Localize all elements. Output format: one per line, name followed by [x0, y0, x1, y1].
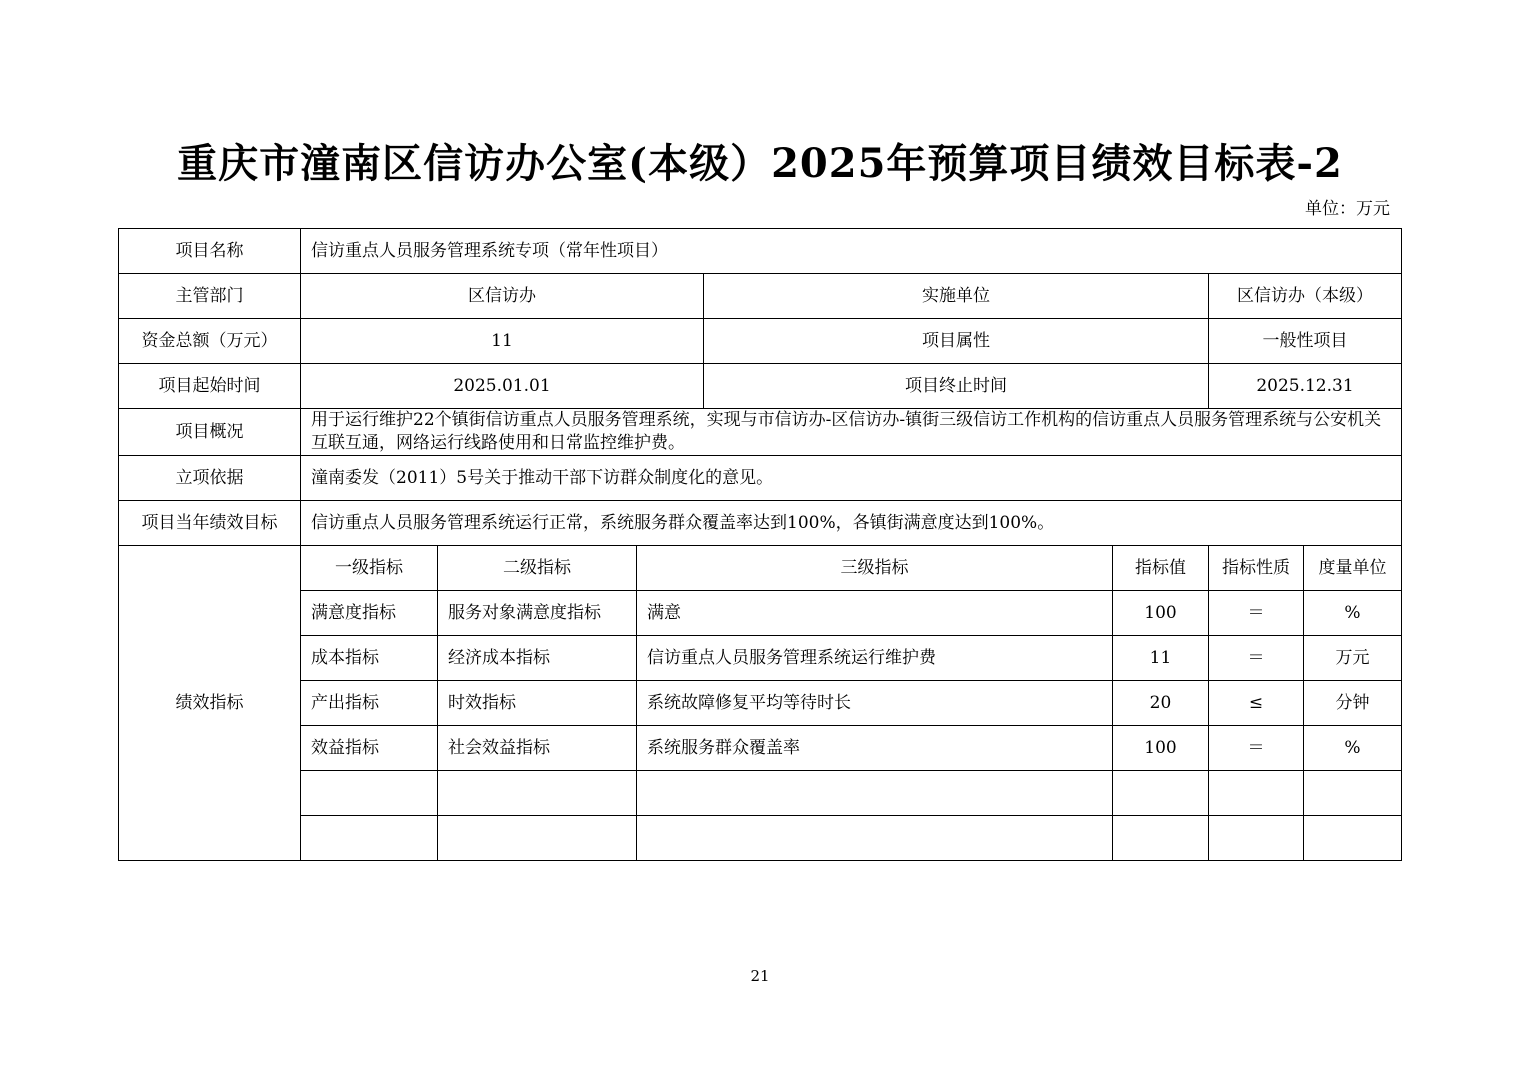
l1-cell: 成本指标	[301, 636, 438, 681]
value-cell: 20	[1113, 681, 1209, 726]
column-header: 二级指标	[438, 546, 637, 591]
empty-cell	[1304, 816, 1402, 861]
page-number: 21	[750, 967, 770, 985]
nature-cell: ＝	[1209, 636, 1304, 681]
l1-cell: 满意度指标	[301, 591, 438, 636]
perf-indicator-label: 绩效指标	[119, 546, 301, 861]
table-row	[119, 409, 1402, 456]
nature-cell: ≤	[1209, 681, 1304, 726]
end-value: 2025.12.31	[1209, 364, 1402, 409]
start-label: 项目起始时间	[119, 364, 301, 409]
table-row	[119, 636, 1402, 681]
l3-cell: 系统服务群众覆盖率	[637, 726, 1113, 771]
table-row	[119, 274, 1402, 319]
fund-value: 11	[301, 319, 704, 364]
dept-value: 区信访办	[301, 274, 704, 319]
l1-cell: 效益指标	[301, 726, 438, 771]
value-cell: 11	[1113, 636, 1209, 681]
value-cell: 100	[1113, 591, 1209, 636]
table-row	[119, 456, 1402, 501]
column-header: 度量单位	[1304, 546, 1402, 591]
start-value: 2025.01.01	[301, 364, 704, 409]
unit-cell: 万元	[1304, 636, 1402, 681]
column-header: 一级指标	[301, 546, 438, 591]
unit-cell: %	[1304, 726, 1402, 771]
overview-label: 项目概况	[119, 409, 301, 456]
table-row	[119, 681, 1402, 726]
empty-cell	[1209, 816, 1304, 861]
table-row	[119, 501, 1402, 546]
goal-value: 信访重点人员服务管理系统运行正常，系统服务群众覆盖率达到100%，各镇街满意度达到100%。	[301, 501, 1402, 546]
table-row	[119, 591, 1402, 636]
performance-table	[118, 228, 1402, 861]
column-header: 指标值	[1113, 546, 1209, 591]
unit-cell: %	[1304, 591, 1402, 636]
project-name-label: 项目名称	[119, 229, 301, 274]
table-header-row	[119, 546, 1402, 591]
empty-cell	[637, 771, 1113, 816]
empty-cell	[438, 771, 637, 816]
fund-label: 资金总额（万元）	[119, 319, 301, 364]
basis-value: 潼南委发（2011）5号关于推动干部下访群众制度化的意见。	[301, 456, 1402, 501]
project-name-value: 信访重点人员服务管理系统专项（常年性项目）	[301, 229, 1402, 274]
empty-row	[119, 771, 1402, 816]
table-row	[119, 364, 1402, 409]
l2-cell: 时效指标	[438, 681, 637, 726]
overview-value: 用于运行维护22个镇街信访重点人员服务管理系统，实现与市信访办-区信访办-镇街三级信访工作机构的信访重点人员服务管理系统与公安机关互联互通，网络运行线路使用和日常监控维护费。	[301, 409, 1402, 456]
nature-cell: ＝	[1209, 591, 1304, 636]
column-header: 指标性质	[1209, 546, 1304, 591]
l1-cell: 产出指标	[301, 681, 438, 726]
empty-cell	[1113, 816, 1209, 861]
unit-label: 单位：万元	[1305, 199, 1390, 219]
impl-label: 实施单位	[704, 274, 1209, 319]
l3-cell: 系统故障修复平均等待时长	[637, 681, 1113, 726]
value-cell: 100	[1113, 726, 1209, 771]
empty-cell	[438, 816, 637, 861]
end-label: 项目终止时间	[704, 364, 1209, 409]
empty-cell	[1304, 771, 1402, 816]
nature-cell: ＝	[1209, 726, 1304, 771]
empty-cell	[637, 816, 1113, 861]
empty-cell	[301, 771, 438, 816]
empty-cell	[1113, 771, 1209, 816]
l3-cell: 信访重点人员服务管理系统运行维护费	[637, 636, 1113, 681]
attr-label: 项目属性	[704, 319, 1209, 364]
empty-cell	[1209, 771, 1304, 816]
l3-cell: 满意	[637, 591, 1113, 636]
l2-cell: 社会效益指标	[438, 726, 637, 771]
table-row	[119, 229, 1402, 274]
attr-value: 一般性项目	[1209, 319, 1402, 364]
table-row	[119, 319, 1402, 364]
table-row	[119, 726, 1402, 771]
impl-value: 区信访办（本级）	[1209, 274, 1402, 319]
basis-label: 立项依据	[119, 456, 301, 501]
l2-cell: 经济成本指标	[438, 636, 637, 681]
empty-cell	[301, 816, 438, 861]
page-title: 重庆市潼南区信访办公室(本级）2025年预算项目绩效目标表-2	[177, 140, 1343, 187]
column-header: 三级指标	[637, 546, 1113, 591]
dept-label: 主管部门	[119, 274, 301, 319]
unit-cell: 分钟	[1304, 681, 1402, 726]
goal-label: 项目当年绩效目标	[119, 501, 301, 546]
l2-cell: 服务对象满意度指标	[438, 591, 637, 636]
empty-row	[119, 816, 1402, 861]
